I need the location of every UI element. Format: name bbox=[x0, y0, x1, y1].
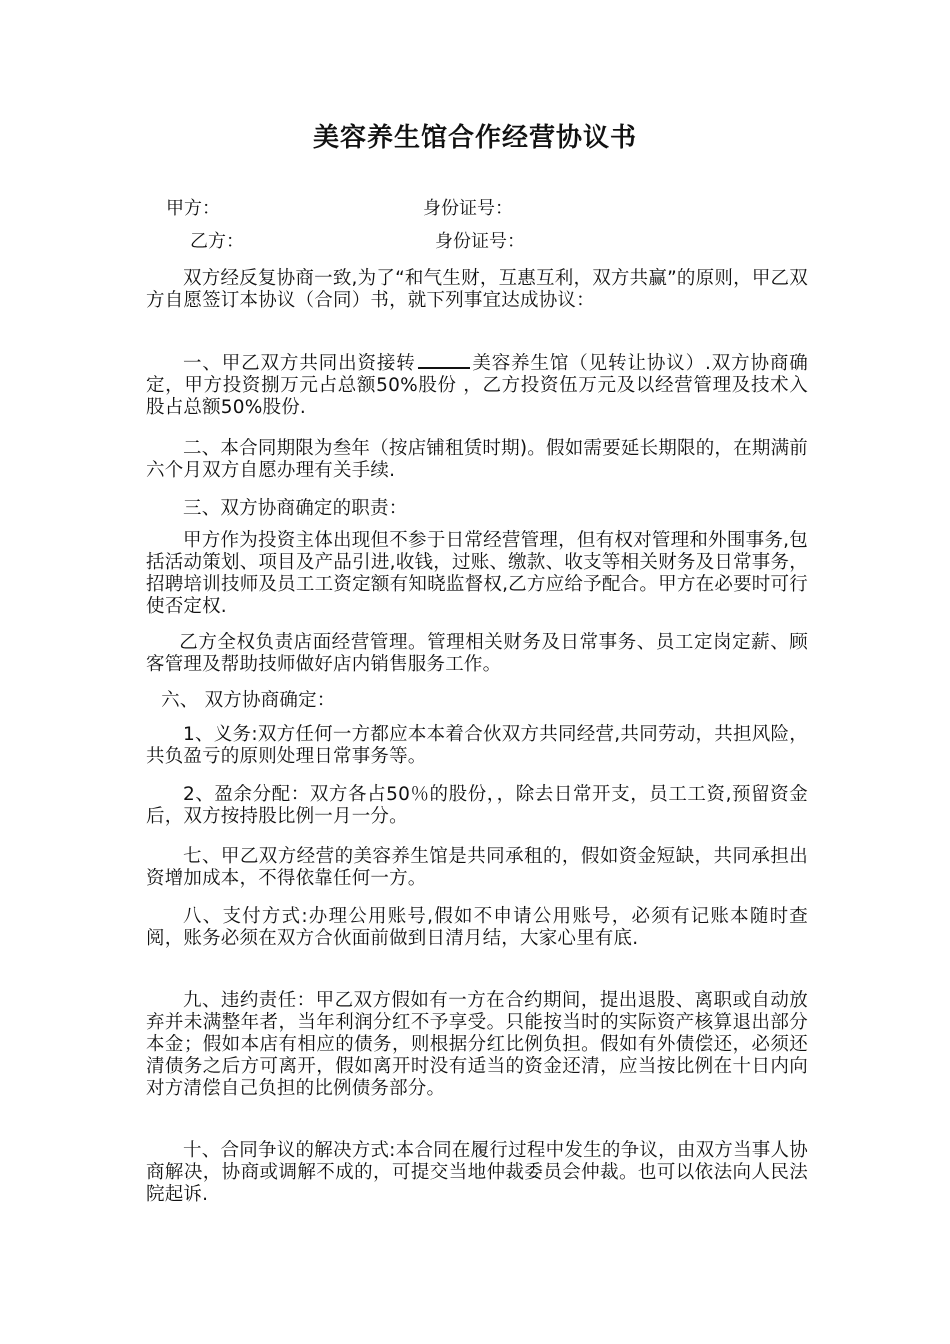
clause-1-paragraph bbox=[146, 353, 808, 419]
clause-3-party-b-duties: 乙方全权负责店面经营管理。管理相关财务及日常事务、员工定岗定薪、顾客管理及帮助技师做好店内销售服务工作。 bbox=[146, 632, 808, 675]
clause-8-paragraph: 八、支付方式:办理公用账号,假如不申请公用账号，必须有记账本随时查阅，账务必须在双方合伙面前做到日清月结，大家心里有底. bbox=[146, 906, 808, 949]
clause-6-item-1: 1、义务:双方任何一方都应本本着合伙双方共同经营,共同劳动，共担风险，共负盈亏的原则处理日常事务等。 bbox=[146, 724, 808, 767]
clause-10-paragraph: 十、合同争议的解决方式:本合同在履行过程中发生的争议，由双方当事人协商解决，协商或调解不成的，可提交当地仲裁委员会仲裁。也可以依法向人民法院起诉. bbox=[146, 1140, 808, 1205]
clause-6-item-2: 2、盈余分配：双方各占50％的股份，，除去日常开支，员工工资,预留资金后，双方按持股比例一月一分。 bbox=[146, 784, 808, 827]
document-title: 美容养生馆合作经营协议书 bbox=[312, 123, 637, 153]
clause-6-heading: 六、 双方协商确定： bbox=[161, 690, 336, 711]
preamble-paragraph: 双方经反复协商一致,为了“和气生财，互惠互利，双方共赢”的原则，甲乙双方自愿签订本协议（合同）书，就下列事宜达成协议： bbox=[146, 268, 808, 311]
party-a-label: 甲方： bbox=[166, 198, 220, 219]
clause-1-text-start: 一、甲乙双方共同出资接转 bbox=[183, 353, 416, 374]
party-b-label: 乙方： bbox=[190, 231, 244, 252]
clause-7-paragraph: 七、甲乙双方经营的美容养生馆是共同承租的，假如资金短缺，共同承担出资增加成本，不得依靠任何一方。 bbox=[146, 846, 808, 889]
clause-3-party-a-duties: 甲方作为投资主体出现但不参于日常经营管理，但有权对管理和外围事务,包括活动策划、项目及产品引进,收钱，过账、缴款、收支等相关财务及日常事务，招聘培训技师及员工工资定额有知晓监督权,乙方应给予配合。甲方在必要时可行使否定权. bbox=[146, 530, 808, 617]
clause-3-heading: 三、双方协商确定的职责： bbox=[183, 498, 408, 519]
clause-1-text-end: 美容养生馆（见转让协议）.双方协商确定，甲方投资捌万元占总额50%股份 ，乙方投资伍万元及以经营管理及技术入股占总额50%股份. bbox=[146, 353, 809, 418]
party-b-line bbox=[190, 229, 790, 255]
blank-underline bbox=[418, 353, 470, 369]
party-a-line bbox=[166, 196, 766, 222]
clause-2-paragraph: 二、本合同期限为叁年（按店铺租赁时期)。假如需要延长期限的，在期满前六个月双方自愿办理有关手续. bbox=[146, 438, 808, 481]
party-a-id-label: 身份证号： bbox=[423, 198, 513, 219]
clause-9-paragraph: 九、违约责任：甲乙双方假如有一方在合约期间，提出退股、离职或自动放弃并未满整年者，当年利润分红不予享受。只能按当时的实际资产核算退出部分本金；假如本店有相应的债务，则根据分红比例负担。假如有外债偿还，必须还清债务之后方可离开，假如离开时没有适当的资金还清，应当按比例在十日内向对方清偿自己负担的比例债务部分。 bbox=[146, 990, 808, 1099]
party-b-id-label: 身份证号： bbox=[435, 231, 525, 252]
